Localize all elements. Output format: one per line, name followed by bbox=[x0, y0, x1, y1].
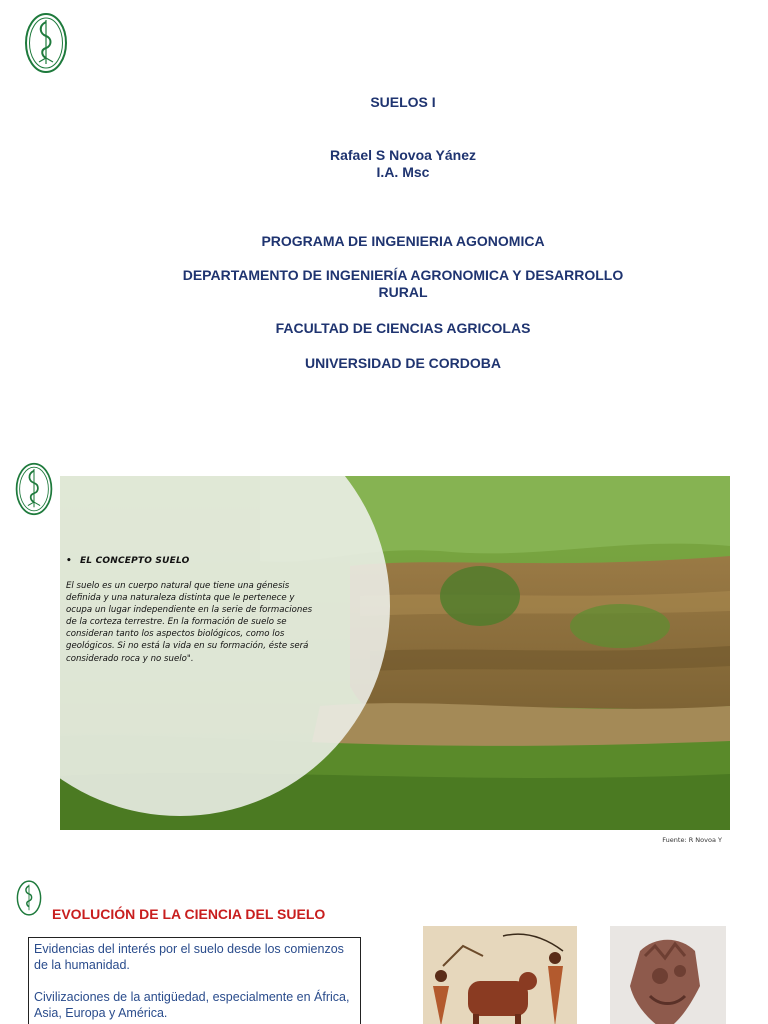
university-seal-icon bbox=[14, 462, 54, 516]
course-title: SUELOS I bbox=[370, 94, 436, 110]
concept-definition: El suelo es un cuerpo natural que tiene una génesis definida y una naturaleza distinta que le pertenece y ocupa un lugar independiente en la serie de formaciones de la corteza terrestre. En la formación de suelo se consideran tanto los aspectos biológicos, como los geológicos. Si no está la vida en su formación, éste será considerado roca y no suelo". bbox=[66, 581, 313, 664]
photo-source: Fuente: R Novoa Y bbox=[662, 836, 722, 844]
department-name: DEPARTAMENTO DE INGENIERÍA AGRONOMICA Y DESARROLLO RURAL bbox=[182, 267, 624, 300]
evidence-text-box bbox=[28, 937, 361, 1024]
title-slide bbox=[0, 0, 768, 430]
egyptian-farming-mural-image bbox=[423, 926, 577, 1024]
bullet-icon: • bbox=[66, 556, 72, 566]
author-title: I.A. Msc bbox=[376, 164, 430, 180]
evolution-slide bbox=[0, 860, 768, 1024]
soil-profile-photo bbox=[60, 476, 730, 830]
program-name: PROGRAMA DE INGENIERIA AGONOMICA bbox=[261, 233, 545, 249]
university-seal-icon bbox=[14, 880, 44, 916]
civilizations-paragraph: Civilizaciones de la antigüedad, especialmente en África, Asia, Europa y América. bbox=[34, 990, 350, 1020]
evidence-paragraph: Evidencias del interés por el suelo desde los comienzos de la humanidad. bbox=[34, 942, 344, 972]
concept-text-block bbox=[66, 556, 316, 665]
concept-heading bbox=[66, 556, 316, 566]
faculty-name: FACULTAD DE CIENCIAS AGRICOLAS bbox=[275, 320, 531, 336]
university-name: UNIVERSIDAD DE CORDOBA bbox=[304, 355, 501, 371]
concept-heading-label: EL CONCEPTO SUELO bbox=[79, 556, 190, 566]
mayan-sculpture-image bbox=[610, 926, 726, 1024]
concept-slide bbox=[0, 440, 768, 850]
university-seal-icon bbox=[24, 12, 68, 74]
author-name: Rafael S Novoa Yánez bbox=[329, 147, 477, 163]
evolution-title: EVOLUCIÓN DE LA CIENCIA DEL SUELO bbox=[52, 906, 326, 922]
